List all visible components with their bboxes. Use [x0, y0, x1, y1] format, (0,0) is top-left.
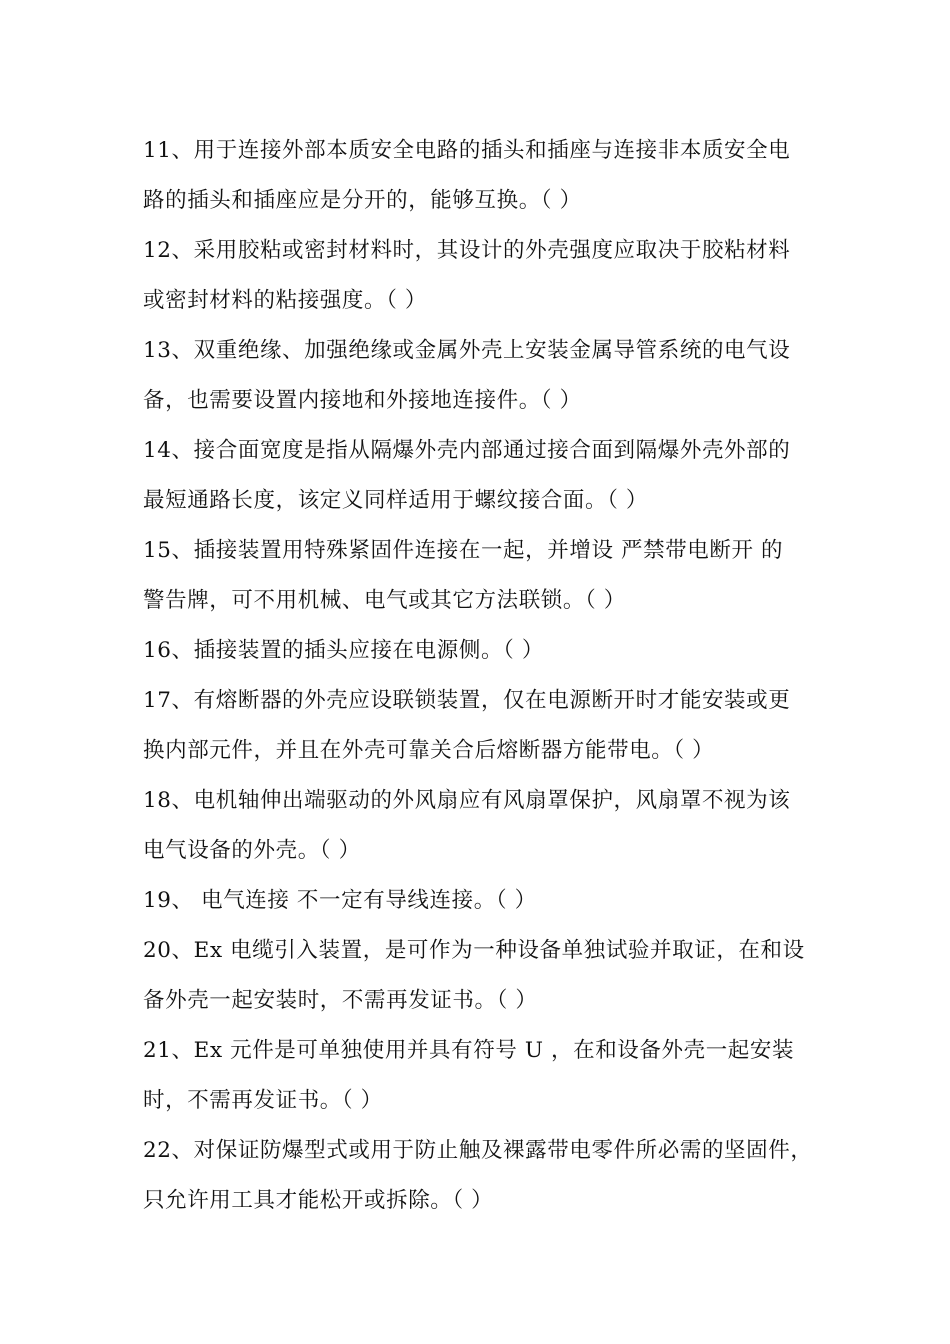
question-text-line: 20、Ex 电缆引入装置，是可作为一种设备单独试验并取证，在和设 [143, 938, 805, 963]
question-text-line: 13、双重绝缘、加强绝缘或金属外壳上安装金属导管系统的电气设 [143, 338, 791, 363]
question-text-line: 21、Ex 元件是可单独使用并具有符号 U ，在和设备外壳一起安装 [143, 1038, 795, 1063]
question-text-continuation: 警告牌，可不用机械、电气或其它方法联锁。（ ） [143, 588, 626, 613]
question-text-line: 19、 电气连接 不一定有导线连接。（ ） [143, 888, 537, 913]
question-item [143, 926, 813, 1026]
question-text-line: 12、采用胶粘或密封材料时，其设计的外壳强度应取决于胶粘材料 [143, 238, 791, 263]
question-item [143, 876, 813, 926]
question-text-line: 14、接合面宽度是指从隔爆外壳内部通过接合面到隔爆外壳外部的 [143, 438, 791, 463]
question-text-continuation: 路的插头和插座应是分开的，能够互换。（ ） [143, 188, 582, 213]
question-text-continuation: 最短通路长度，该定义同样适用于螺纹接合面。（ ） [143, 488, 648, 513]
question-item [143, 1026, 813, 1126]
question-text-continuation: 换内部元件，并且在外壳可靠关合后熔断器方能带电。（ ） [143, 738, 715, 763]
question-text-line: 16、插接装置的插头应接在电源侧。（ ） [143, 638, 544, 663]
question-item [143, 676, 813, 776]
question-item [143, 426, 813, 526]
question-item [143, 1126, 813, 1226]
question-text-line: 15、插接装置用特殊紧固件连接在一起，并增设 严禁带电断开 的 [143, 538, 784, 563]
question-text-continuation: 或密封材料的粘接强度。（ ） [143, 288, 427, 313]
question-text-line: 11、用于连接外部本质安全电路的插头和插座与连接非本质安全电 [143, 138, 791, 163]
question-text-line: 18、电机轴伸出端驱动的外风扇应有风扇罩保护，风扇罩不视为该 [143, 788, 791, 813]
question-list [143, 126, 813, 1226]
question-text-continuation: 只允许用工具才能松开或拆除。（ ） [143, 1188, 494, 1213]
question-text-continuation: 电气设备的外壳。（ ） [143, 838, 361, 863]
question-item [143, 326, 813, 426]
question-item [143, 526, 813, 626]
question-text-line: 17、有熔断器的外壳应设联锁装置，仅在电源断开时才能安装或更 [143, 688, 791, 713]
question-item [143, 226, 813, 326]
question-item [143, 626, 813, 676]
question-text-continuation: 备，也需要设置内接地和外接地连接件。（ ） [143, 388, 582, 413]
question-item [143, 776, 813, 876]
question-text-continuation: 时，不需再发证书。（ ） [143, 1088, 383, 1113]
question-text-continuation: 备外壳一起安装时，不需再发证书。（ ） [143, 988, 538, 1013]
question-text-line: 22、对保证防爆型式或用于防止触及裸露带电零件所必需的坚固件， [143, 1138, 813, 1163]
question-item [143, 126, 813, 226]
